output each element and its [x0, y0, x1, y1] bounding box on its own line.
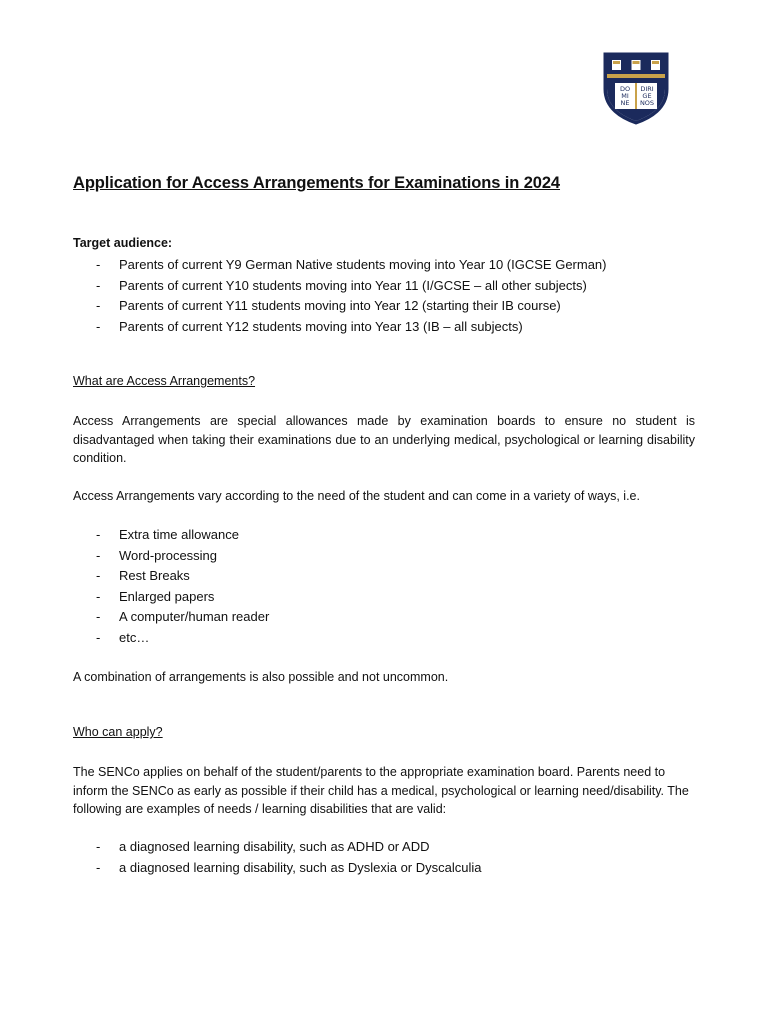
list-item-text: Parents of current Y10 students moving into Year 11 (I/GCSE – all other subjects) [119, 277, 587, 293]
dash-bullet: - [96, 547, 101, 563]
paragraph-who-can-apply: The SENCo applies on behalf of the student/parents to the appropriate examination board. Parents need to inform the SENCo as early as possible if their child has a medical, psychological or learning need/disability. The following are examples of needs / learning disabilities that are valid: [73, 765, 689, 816]
list-item [73, 837, 482, 858]
list-item [73, 628, 269, 649]
school-crest-logo [601, 51, 671, 125]
dash-bullet: - [96, 298, 101, 313]
list-item [73, 607, 269, 628]
list-item-text: Extra time allowance [119, 527, 239, 542]
paragraph-combination: A combination of arrangements is also possible and not uncommon. [73, 670, 449, 684]
dash-bullet: - [96, 277, 101, 293]
needs-list [73, 837, 482, 878]
dash-bullet: - [96, 568, 101, 583]
list-item [73, 276, 607, 297]
list-item [73, 566, 269, 587]
motto-line: NOS [639, 99, 655, 107]
motto-line: DO [619, 85, 631, 93]
list-item-text: Word-processing [119, 547, 218, 563]
list-item-text: a diagnosed learning disability, such as Dyslexia or Dyscalculia [119, 859, 482, 875]
document-title: Application for Access Arrangements for Examinations in 2024 [73, 174, 561, 192]
list-item [73, 546, 269, 567]
motto-line: GE [642, 92, 652, 100]
list-item [73, 525, 269, 546]
list-item-text: Parents of current Y9 German Native students moving into Year 10 (IGCSE German) [119, 257, 607, 272]
dash-bullet: - [96, 609, 101, 624]
motto-line: DIRI [640, 85, 654, 93]
paragraph-variety: Access Arrangements vary according to the need of the student and can come in a variety of ways, i.e. [73, 489, 640, 503]
list-item-text: a diagnosed learning disability, such as ADHD or ADD [119, 839, 430, 854]
list-item-text: etc… [119, 629, 150, 645]
dash-bullet: - [96, 839, 101, 854]
motto-line: NE [620, 99, 630, 107]
dash-bullet: - [96, 629, 101, 645]
target-audience-label: Target audience: [73, 236, 173, 250]
list-item-text: Parents of current Y12 students moving into Year 13 (IB – all subjects) [119, 318, 523, 334]
list-item [73, 296, 607, 317]
list-item-text: Rest Breaks [119, 568, 190, 583]
list-item-text: A computer/human reader [119, 609, 270, 624]
list-item-text: Enlarged papers [119, 588, 215, 604]
list-item [73, 255, 607, 276]
paragraph-definition: Access Arrangements are special allowances made by examination boards to ensure no student is disadvantaged when taking their examinations due to an underlying medical, psychological or learning disability condition. [73, 414, 695, 465]
dash-bullet: - [96, 859, 101, 875]
arrangements-list [73, 525, 269, 648]
section-heading-what: What are Access Arrangements? [73, 374, 256, 388]
dash-bullet: - [96, 527, 101, 542]
list-item [73, 587, 269, 608]
list-item-text: Parents of current Y11 students moving into Year 12 (starting their IB course) [119, 298, 561, 313]
dash-bullet: - [96, 588, 101, 604]
dash-bullet: - [96, 318, 101, 334]
section-heading-who: Who can apply? [73, 725, 163, 739]
list-item [73, 858, 482, 879]
list-item [73, 317, 607, 338]
dash-bullet: - [96, 257, 101, 272]
target-audience-list [73, 255, 607, 337]
motto-line: MI [621, 92, 629, 100]
